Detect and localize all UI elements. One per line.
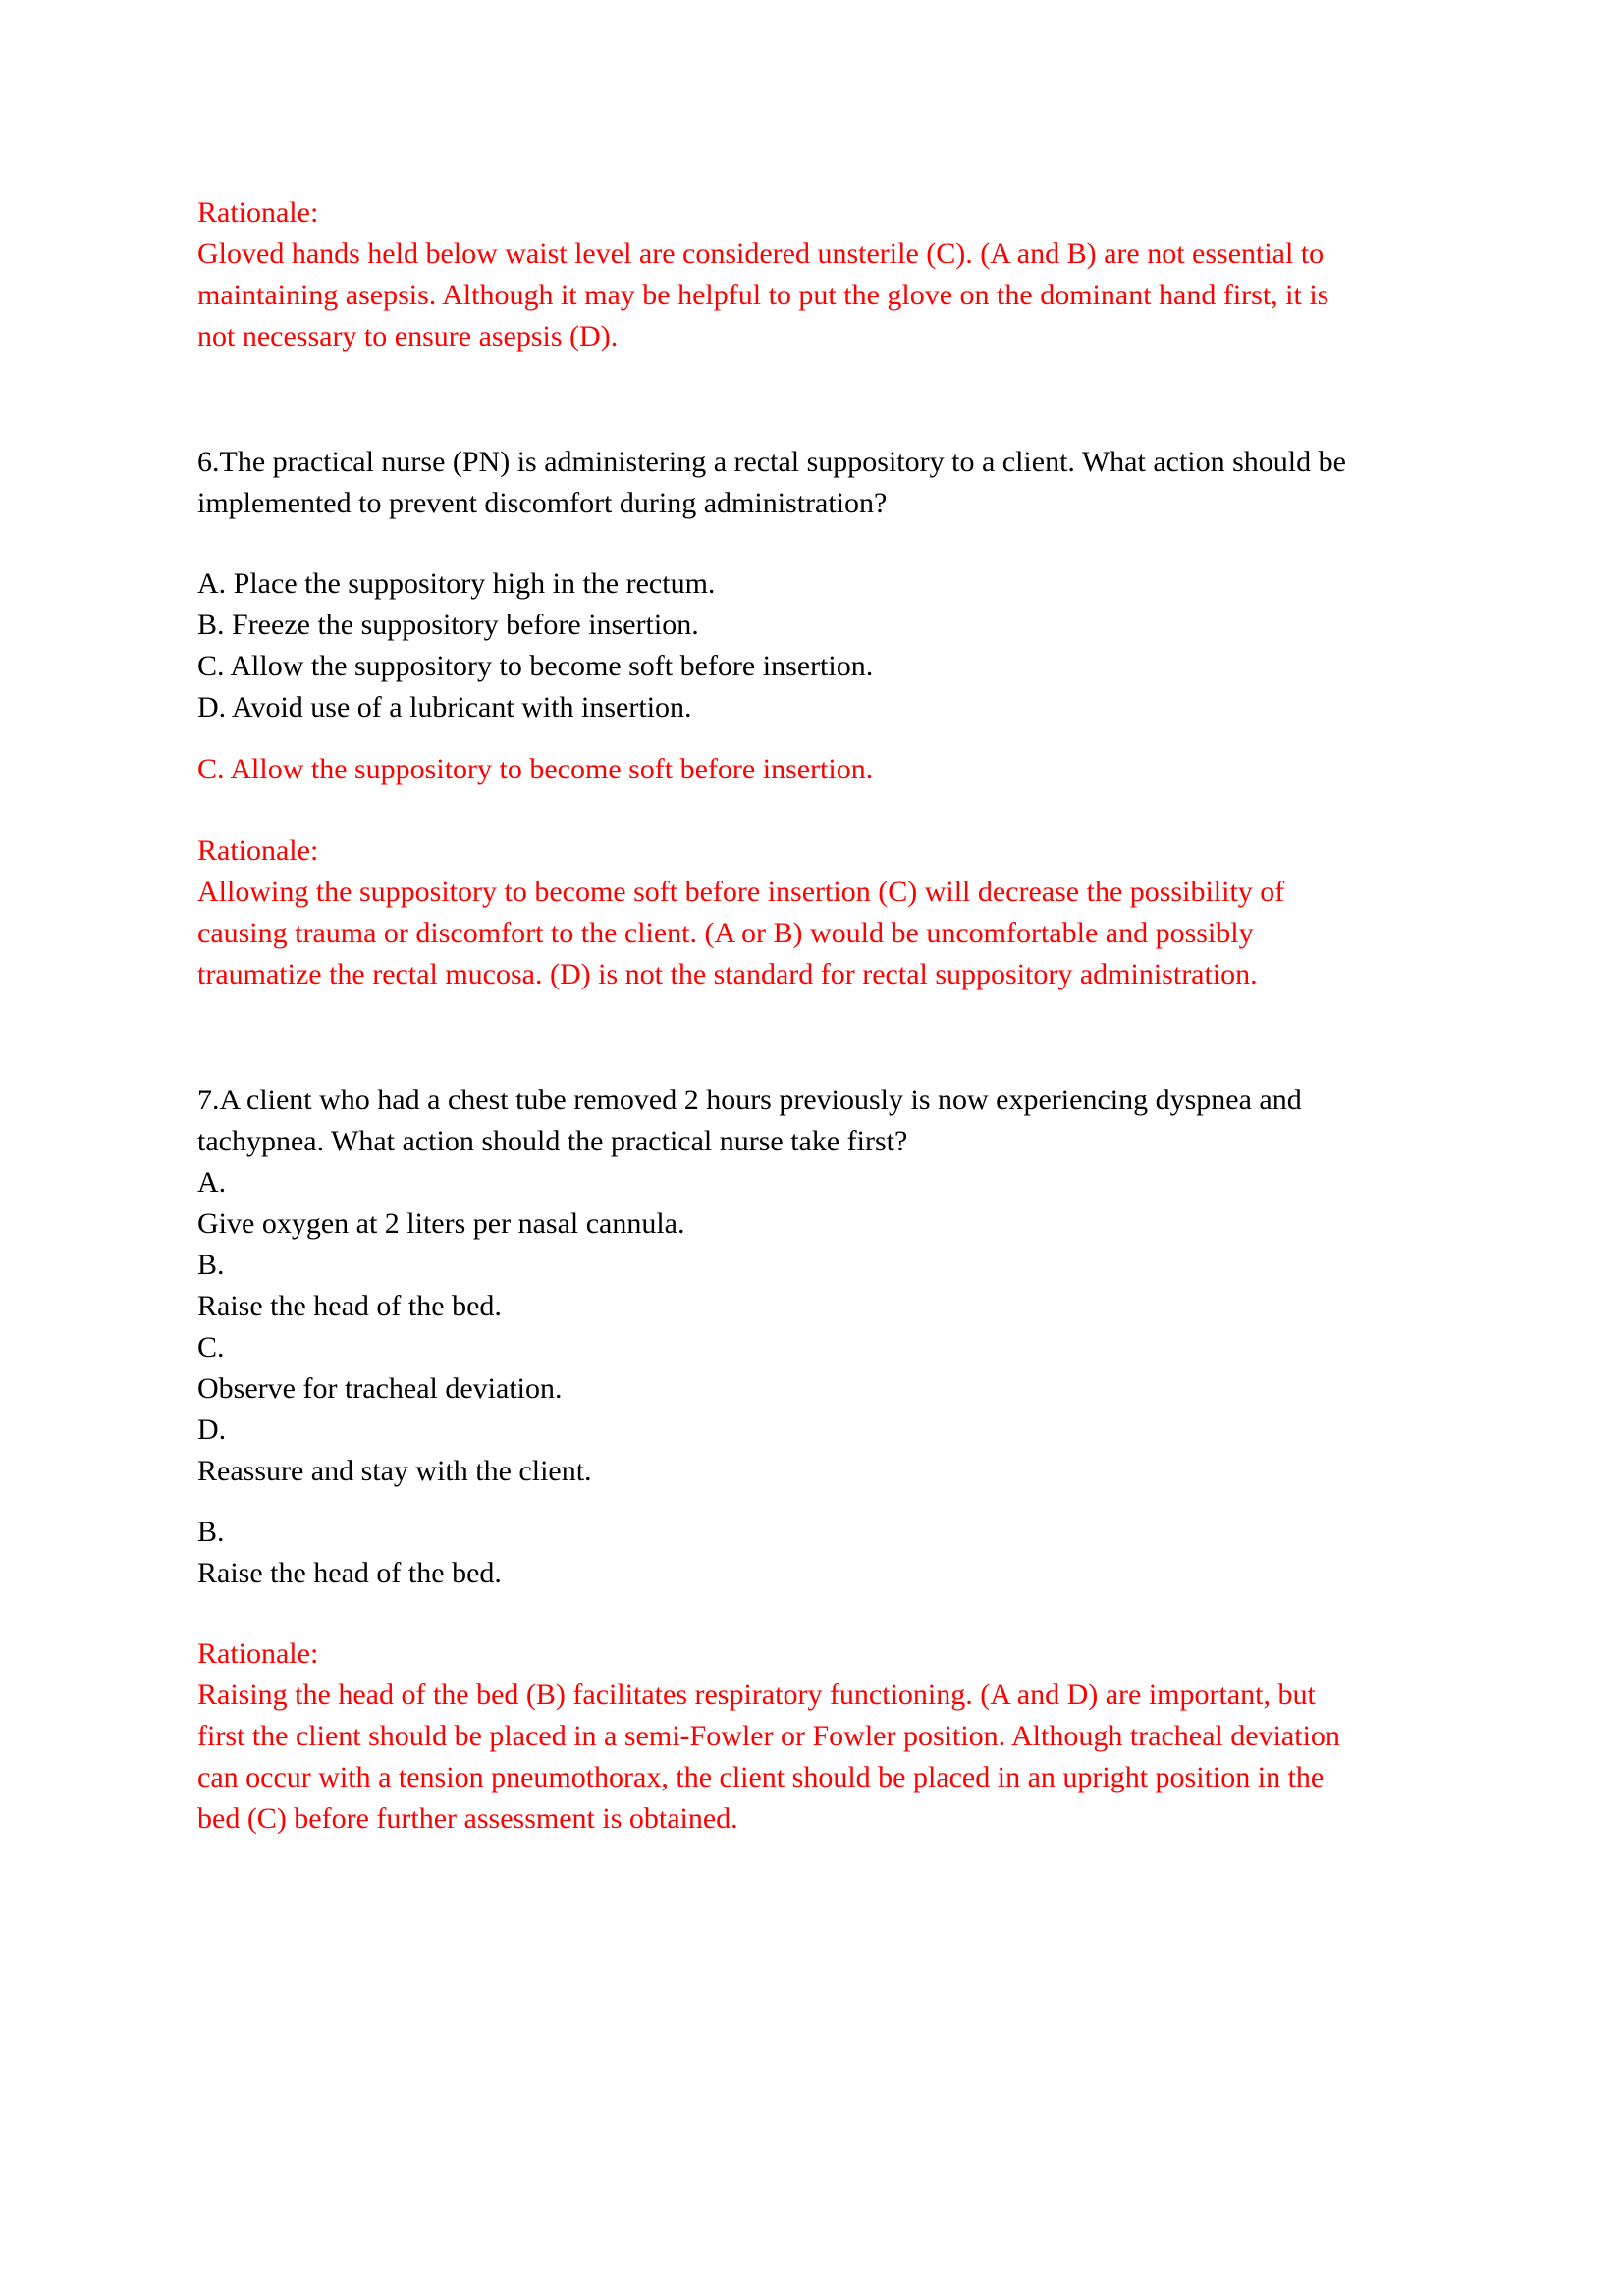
option-c-letter: C. <box>197 1331 225 1363</box>
question-text-line: 6.The practical nurse (PN) is administering a rectal suppository to a client. What action should be <box>197 446 1346 478</box>
option-d-text: Reassure and stay with the client. <box>197 1455 592 1487</box>
question-text-line: tachypnea. What action should the practical nurse take first? <box>197 1125 908 1157</box>
rationale-heading: Rationale: <box>197 196 319 229</box>
option-b-text: Raise the head of the bed. <box>197 1290 502 1322</box>
option-a: A. Place the suppository high in the rectum. <box>197 567 716 600</box>
option-d-letter: D. <box>197 1414 227 1446</box>
option-c-text: Observe for tracheal deviation. <box>197 1372 563 1405</box>
rationale-line: bed (C) before further assessment is obtained. <box>197 1802 738 1835</box>
question-text-line: 7.A client who had a chest tube removed 2 hours previously is now experiencing dyspnea and <box>197 1084 1302 1116</box>
rationale-heading: Rationale: <box>197 834 319 867</box>
rationale-line: Allowing the suppository to become soft before insertion (C) will decrease the possibility of <box>197 876 1285 908</box>
rationale-line: Raising the head of the bed (B) facilitates respiratory functioning. (A and D) are important, but <box>197 1679 1316 1711</box>
rationale-line: first the client should be placed in a semi-Fowler or Fowler position. Although tracheal deviation <box>197 1720 1340 1752</box>
correct-answer-letter: B. <box>197 1516 225 1548</box>
question-text-line: implemented to prevent discomfort during administration? <box>197 487 888 519</box>
option-b-letter: B. <box>197 1249 225 1281</box>
rationale-line: Gloved hands held below waist level are considered unsterile (C). (A and B) are not essential to <box>197 238 1325 270</box>
correct-answer: C. Allow the suppository to become soft before insertion. <box>197 753 874 785</box>
rationale-line: can occur with a tension pneumothorax, the client should be placed in an upright position in the <box>197 1761 1325 1793</box>
option-a-letter: A. <box>197 1166 227 1199</box>
option-a-text: Give oxygen at 2 liters per nasal cannula. <box>197 1207 685 1240</box>
option-c: C. Allow the suppository to become soft before insertion. <box>197 650 874 682</box>
option-b: B. Freeze the suppository before insertion. <box>197 609 699 641</box>
rationale-line: not necessary to ensure asepsis (D). <box>197 320 619 352</box>
rationale-line: traumatize the rectal mucosa. (D) is not the standard for rectal suppository administration. <box>197 958 1258 990</box>
rationale-line: maintaining asepsis. Although it may be helpful to put the glove on the dominant hand first, it is <box>197 279 1329 311</box>
option-d: D. Avoid use of a lubricant with insertion. <box>197 691 692 723</box>
rationale-line: causing trauma or discomfort to the client. (A or B) would be uncomfortable and possibly <box>197 917 1254 949</box>
rationale-heading: Rationale: <box>197 1637 319 1670</box>
correct-answer-text: Raise the head of the bed. <box>197 1557 502 1589</box>
